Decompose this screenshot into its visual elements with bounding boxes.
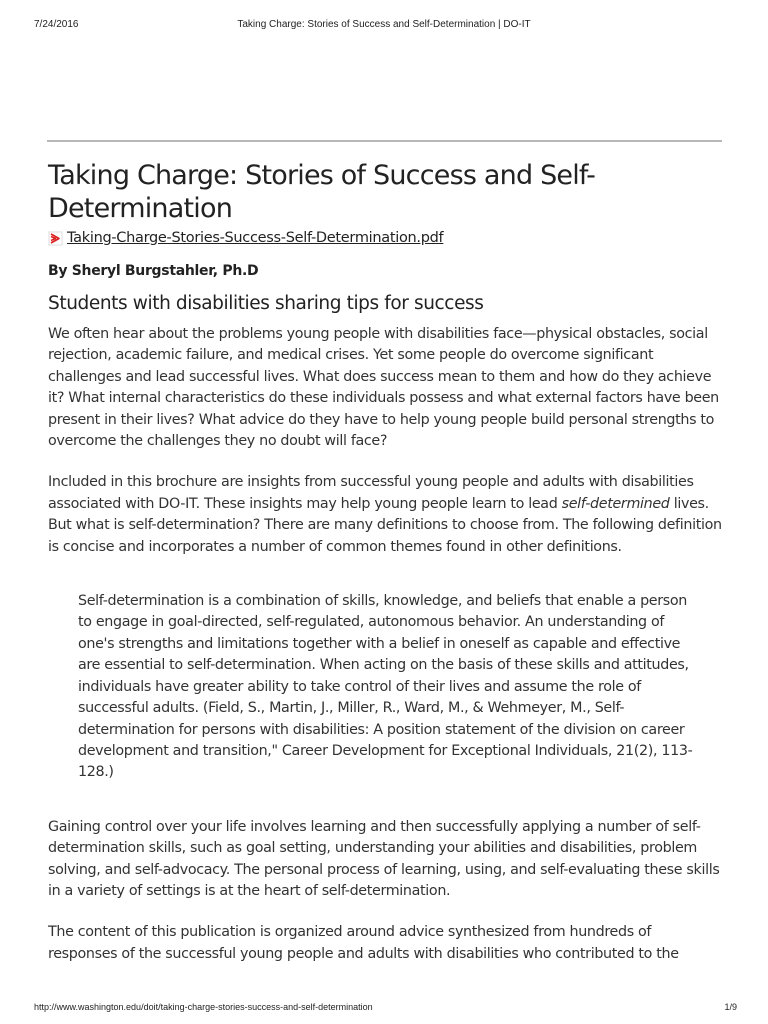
header-divider — [47, 140, 722, 142]
article — [48, 159, 724, 965]
publication-organization-paragraph: The content of this publication is organized around advice synthesized from hundreds of responses of the successful young people and adults with disabilities who contributed to the — [48, 924, 679, 962]
pdf-file-icon — [48, 231, 63, 246]
pdf-download-link[interactable]: Taking-Charge-Stories-Success-Self-Determination.pdf — [67, 230, 444, 246]
self-determination-skills-paragraph: Gaining control over your life involves learning and then successfully applying a number of self-determination skills, such as goal setting, understanding your abilities and disabilities, problem solving, and self-advocacy. The personal process of learning, using, and self-evaluating these skills in a variety of settings is at the heart of self-determination. — [48, 818, 720, 899]
print-page-title: Taking Charge: Stories of Success and Self-Determination | DO-IT — [237, 19, 531, 30]
print-date: 7/24/2016 — [34, 19, 79, 30]
paragraph-text: lives. But what is self-determination? There are many definitions to choose from. The following definition is concise and incorporates a number of common themes found in other definitions. — [48, 495, 722, 555]
print-page-number: 1/9 — [724, 1002, 737, 1012]
pdf-attachment — [48, 227, 724, 249]
article-title: Taking Charge: Stories of Success and Self-Determination — [48, 160, 596, 224]
print-footer — [0, 994, 768, 1024]
article-subtitle: Students with disabilities sharing tips for success — [48, 293, 484, 314]
print-header — [0, 0, 768, 40]
print-url: http://www.washington.edu/doit/taking-charge-stories-success-and-self-determination — [34, 1002, 373, 1012]
author-byline: By Sheryl Burgstahler, Ph.D — [48, 263, 259, 279]
intro-paragraph: We often hear about the problems young people with disabilities face—physical obstacles, social rejection, academic failure, and medical crises. Yet some people do overcome significant challenges and lead successful lives. What does success mean to them and how do they achieve it? What internal characteristics do these individuals possess and what external factors have been present in their lives? What advice do they have to help young people build personal strengths to overcome the challenges they no doubt will face? — [48, 326, 719, 450]
definition-blockquote: Self-determination is a combination of skills, knowledge, and beliefs that enable a person to engage in goal-directed, self-regulated, autonomous behavior. An understanding of one's strengths and limitations together with a belief in oneself as capable and effective are essential to self-determination. When acting on the basis of these skills and attitudes, individuals have greater ability to take control of their lives and assume the role of successful adults. (Field, S., Martin, J., Miller, R., Ward, M., & Wehmeyer, M., Self-determination for persons with disabilities: A position statement of the division on career development and transition," Career Development for Exceptional Individuals, 21(2), 113-128.) — [78, 593, 693, 781]
paragraph-text: Included in this brochure are insights from successful young people and adults with disabilities associated with DO-IT. These insights may help young people learn to lead — [48, 474, 694, 512]
emphasis-text: self-determined — [561, 495, 670, 512]
definition-intro-paragraph — [48, 472, 724, 558]
